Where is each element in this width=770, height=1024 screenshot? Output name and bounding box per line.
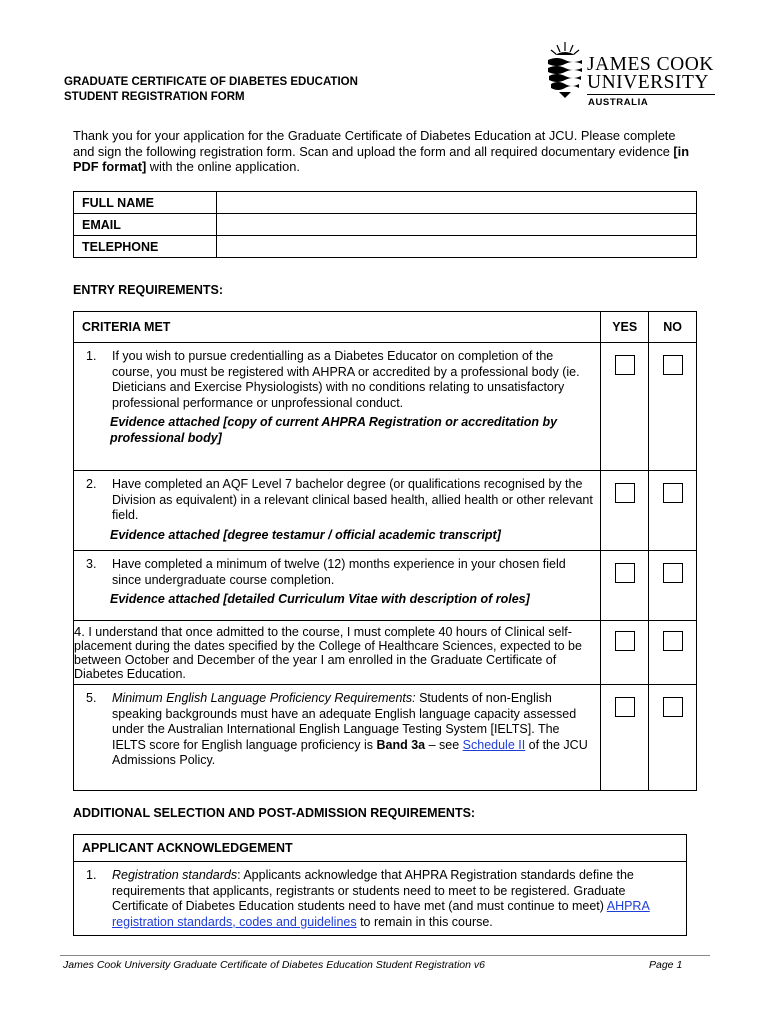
item2-number: 2. [86,477,97,491]
telephone-field[interactable] [217,236,697,258]
logo-divider [587,94,715,95]
email-label: EMAIL [74,214,217,236]
applicant-details-table [73,191,697,258]
ack1-end: to remain in this course. [356,914,493,929]
footer-page-number: Page 1 [649,959,683,971]
item3-yes-checkbox[interactable] [615,563,635,583]
ack1-heading: Registration standards [112,868,238,882]
item1-evidence: Evidence attached [copy of current AHPRA Registration or accreditation by professional body] [110,415,558,445]
ack1-text: : Applicants acknowledge that AHPRA Registration standards define the requirements that applicants, registrants or students need to meet to be registered. Graduate Certificate of Diabetes Education students need to have met (and must continue to meet) [112,868,634,913]
acknowledgement-header: APPLICANT ACKNOWLEDGEMENT [74,835,687,862]
email-field[interactable] [217,214,697,236]
schedule-ii-link[interactable]: Schedule II [462,737,526,752]
entry-requirements-heading: ENTRY REQUIREMENTS: [73,283,224,297]
ahpra-standards-link[interactable]: AHPRA registration standards, codes and guidelines [112,899,650,929]
logo-line2: UNIVERSITY [587,72,709,93]
item4-number: 4. [74,624,85,639]
item2-yes-checkbox[interactable] [615,483,635,503]
jcu-crest-icon [545,40,585,102]
intro-paragraph [73,128,693,175]
intro-text: Thank you for your application for the Graduate Certificate of Diabetes Education at JCU. Please complete and sign the following registration form. Scan and upload the form and all required documentary evidence [73,128,676,159]
item1-no-checkbox[interactable] [663,355,683,375]
logo-line1: JAMES COOK [587,54,714,75]
criteria-row-4 [74,621,697,685]
item2-no-checkbox[interactable] [663,483,683,503]
item5-number: 5. [86,691,97,705]
form-title-line1: GRADUATE CERTIFICATE OF DIABETES EDUCATION [64,76,358,88]
form-title-line2: STUDENT REGISTRATION FORM [64,91,245,103]
intro-pdf-note: [in PDF format] [73,143,690,174]
no-header: NO [649,312,697,343]
footer-document-title: James Cook University Graduate Certificate of Diabetes Education Student Registration v6 [63,959,485,971]
item3-number: 3. [86,557,97,571]
jcu-logo [545,40,720,110]
logo-country: AUSTRALIA [588,97,649,108]
item3-text: Have completed a minimum of twelve (12) months experience in your chosen field since undergraduate course completion. [112,557,566,587]
item3-no-checkbox[interactable] [663,563,683,583]
criteria-row-2 [74,471,697,551]
item1-text: If you wish to pursue credentialling as a Diabetes Educator on completion of the course, you must be registered with AHPRA or accredited by a professional body (ie. Dieticians and Exercise Physiologists) with no conditions relating to unsatisfactory professional performance or unprofessional conduct. [112,349,580,410]
yes-header: YES [601,312,649,343]
footer-divider [60,955,710,956]
item2-evidence: Evidence attached [degree testamur / official academic transcript] [110,527,501,542]
full-name-label: FULL NAME [74,192,217,214]
item4-text: I understand that once admitted to the course, I must complete 40 hours of Clinical self-placement during the dates specified by the College of Healthcare Sciences, expected to be between October and December of the year I am enrolled in the Graduate Certificate of Diabetes Education. [74,625,582,681]
item5-text: Students of non-English speaking backgrounds must have an adequate English language capacity assessed under the Australian International English Language Testing System [IELTS]. The IELTS score for English language proficiency is [112,691,577,752]
telephone-label: TELEPHONE [74,236,217,258]
item4-yes-checkbox[interactable] [615,631,635,651]
item5-no-checkbox[interactable] [663,697,683,717]
item1-yes-checkbox[interactable] [615,355,635,375]
logo-wordmark [587,56,714,92]
acknowledgement-table [73,834,687,936]
intro-text-end: with the online application. [146,159,300,174]
item5-yes-checkbox[interactable] [615,697,635,717]
form-title [64,75,358,105]
item2-text: Have completed an AQF Level 7 bachelor degree (or qualifications recognised by the Division as equivalent) in a relevant clinical based health, allied health or other relevant field. [112,477,593,522]
item5-band: Band 3a [376,737,426,752]
item1-number: 1. [86,349,97,363]
criteria-row-1 [74,343,697,471]
item5-end: of the JCU Admissions Policy. [112,737,588,767]
item3-evidence: Evidence attached [detailed Curriculum Vitae with description of roles] [110,592,530,606]
item5-heading: Minimum English Language Proficiency Requirements: [112,691,416,705]
item5-see: – see [425,737,463,752]
item4-no-checkbox[interactable] [663,631,683,651]
ack1-number: 1. [86,868,97,882]
full-name-field[interactable] [217,192,697,214]
criteria-row-5 [74,685,697,791]
additional-requirements-heading: ADDITIONAL SELECTION AND POST-ADMISSION REQUIREMENTS: [73,806,476,820]
criteria-row-3 [74,551,697,621]
criteria-table [73,311,697,791]
criteria-met-header: CRITERIA MET [74,312,601,343]
